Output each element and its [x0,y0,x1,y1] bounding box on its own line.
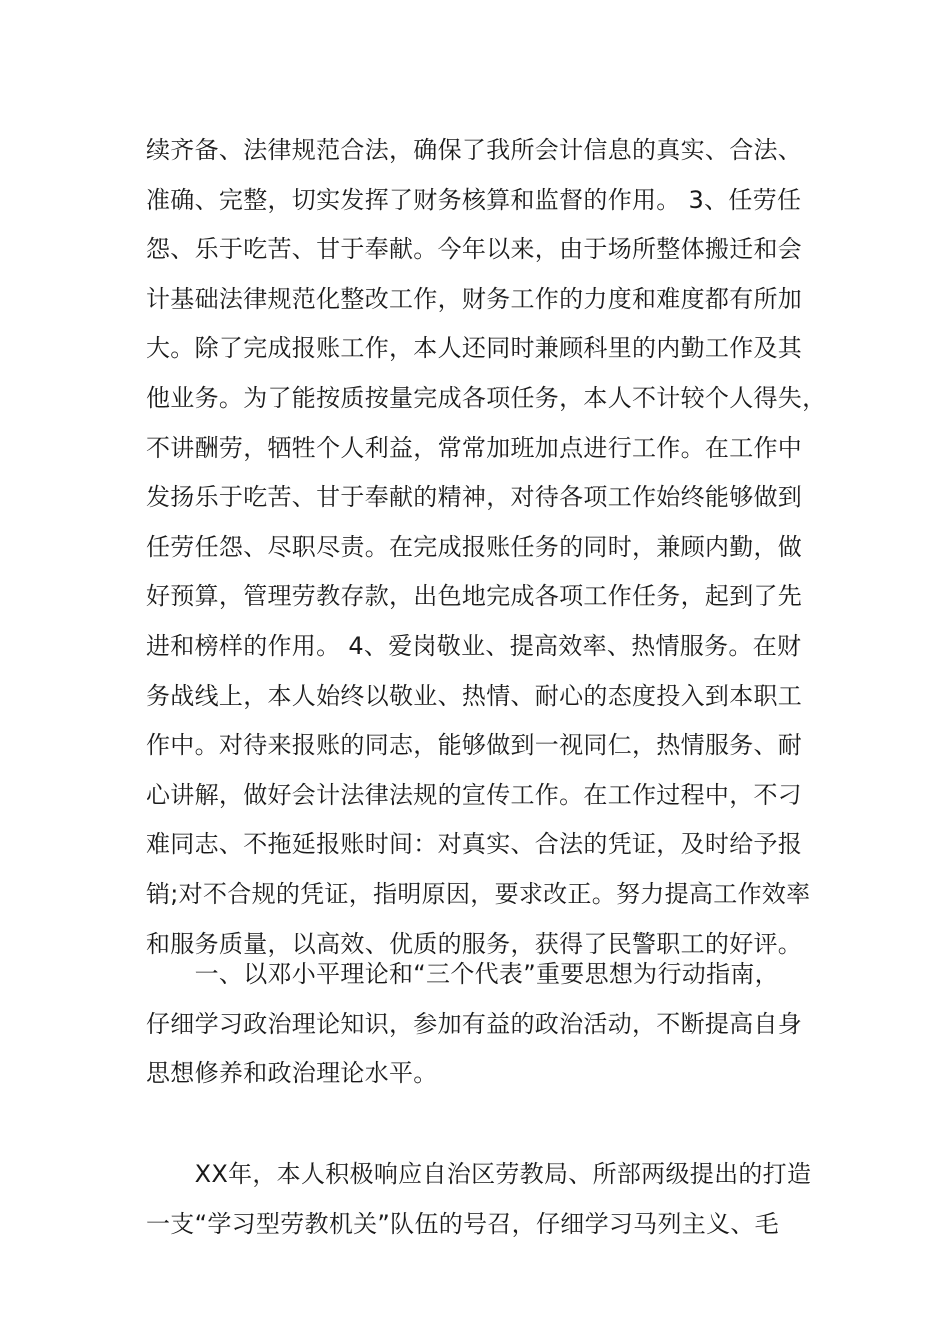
text-line: 作中。对待来报账的同志，能够做到一视同仁，热情服务、耐 [146,731,803,760]
text-line: 进和榜样的作用。 4、爱岗敬业、提高效率、热情服务。在财 [146,631,802,660]
text-line: 难同志、不拖延报账时间：对真实、合法的凭证，及时给予报 [146,830,803,859]
text-line: 和服务质量，以高效、优质的服务，获得了民警职工的好评。 [146,929,803,958]
body-paragraph-1 [146,126,827,969]
text-line: 一、以邓小平理论和“三个代表”重要思想为行动指南， [146,960,779,988]
body-paragraph-2 [146,950,816,1099]
text-line: 准确、完整，切实发挥了财务核算和监督的作用。 3、任劳任 [146,185,802,214]
text-line: 续齐备、法律规范合法，确保了我所会计信息的真实、合法、 [146,136,803,164]
text-line: 怨、乐于吃苦、甘于奉献。今年以来，由于场所整体搬迁和会 [146,235,803,264]
text-line: 务战线上，本人始终以敬业、热情、耐心的态度投入到本职工 [146,681,803,710]
text-line: 一支“学习型劳教机关”队伍的号召，仔细学习马列主义、毛 [146,1209,779,1238]
text-line: 销;对不合规的凭证，指明原因，要求改正。努力提高工作效率 [146,879,811,908]
text-line: 他业务。为了能按质按量完成各项任务，本人不计较个人得失， [146,383,827,412]
text-line: 好预算，管理劳教存款，出色地完成各项工作任务，起到了先 [146,582,803,611]
text-line: 大。除了完成报账工作，本人还同时兼顾科里的内勤工作及其 [146,334,803,363]
text-line: 心讲解，做好会计法律法规的宣传工作。在工作过程中，不刁 [146,780,803,809]
text-line: 思想修养和政治理论水平。 [146,1059,438,1088]
text-line: 不讲酬劳，牺牲个人利益，常常加班加点进行工作。在工作中 [146,433,803,462]
text-line: 计基础法律规范化整改工作，财务工作的力度和难度都有所加 [146,284,803,313]
text-line: 任劳任怨、尽职尽责。在完成报账任务的同时，兼顾内勤，做 [146,532,803,561]
text-line: 仔细学习政治理论知识，参加有益的政治活动，不断提高自身 [146,1009,803,1038]
text-line: XX年，本人积极响应自治区劳教局、所部两级提出的打造 [146,1160,812,1188]
body-paragraph-3 [146,1150,816,1249]
text-line: 发扬乐于吃苦、甘于奉献的精神，对待各项工作始终能够做到 [146,483,803,512]
